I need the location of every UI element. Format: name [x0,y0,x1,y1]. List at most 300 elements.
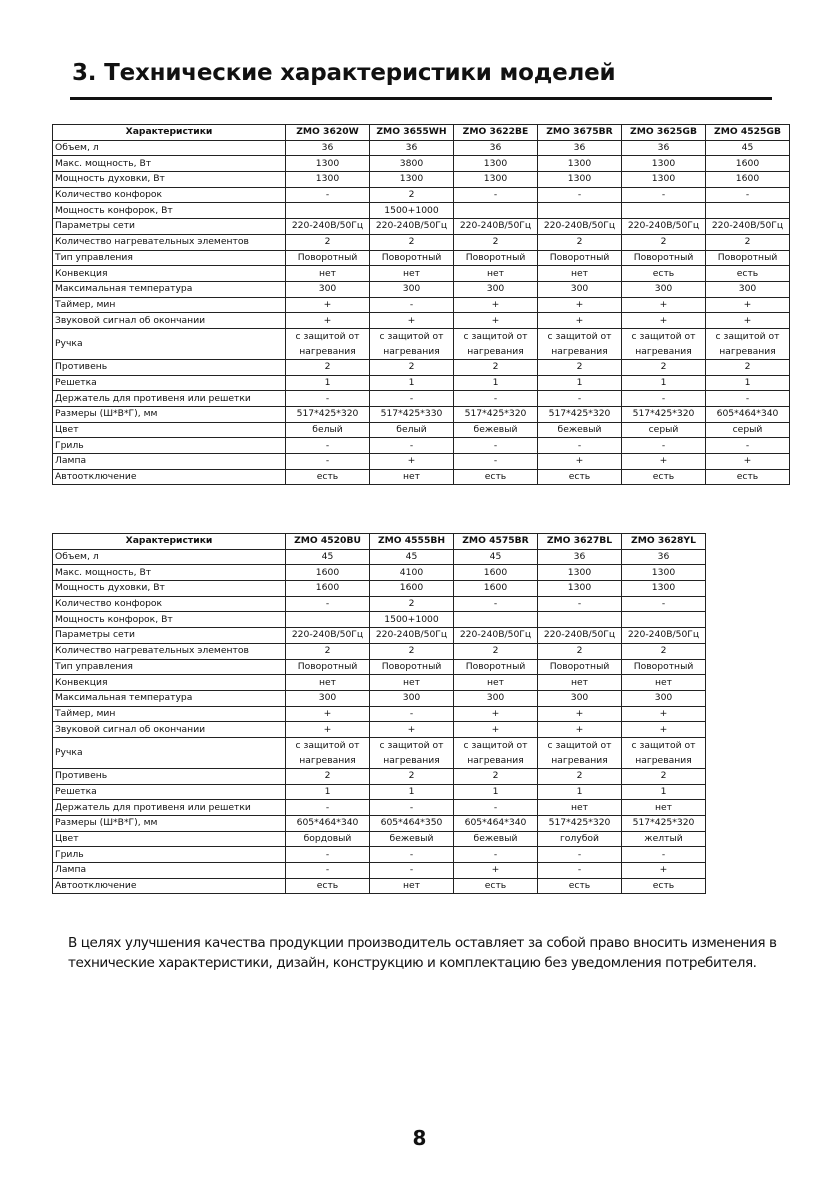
table-cell: 1500+1000 [370,612,454,628]
table-row [53,359,790,375]
table-cell: 1300 [622,581,706,597]
table-cell: 1300 [454,156,538,172]
table-row [53,407,790,423]
table-cell: 1600 [706,156,790,172]
table-cell: + [370,313,454,329]
table-cell: - [538,438,622,454]
page-number: 8 [412,1126,427,1150]
row-label: Цвет [53,831,286,847]
table-cell: есть [622,878,706,894]
table-cell: 1600 [370,581,454,597]
table-row [53,422,790,438]
table-row [53,234,790,250]
table-cell: - [538,863,622,879]
table-cell: 2 [286,643,370,659]
table-cell: 1300 [286,172,370,188]
table-cell: 220-240В/50Гц [286,219,370,235]
row-label: Автоотключение [53,469,286,485]
table-cell: 36 [622,140,706,156]
row-label: Количество нагревательных элементов [53,234,286,250]
table-cell: Поворотный [622,659,706,675]
table-cell: 220-240В/50Гц [370,219,454,235]
table-cell: нет [538,675,622,691]
table-row [53,565,706,581]
table-cell: + [622,313,706,329]
title-underline [70,97,772,100]
table-cell: с защитой от нагревания [370,328,454,359]
table-row [53,391,790,407]
table-cell: есть [538,878,622,894]
table-cell: 220-240В/50Гц [286,628,370,644]
table-cell: 300 [454,281,538,297]
table-cell: + [454,706,538,722]
table-row [53,328,790,359]
table-cell: с защитой от нагревания [286,737,370,768]
table-row [53,816,706,832]
model-header: ZMO 4520BU [286,534,370,550]
table-cell: голубой [538,831,622,847]
table-cell: с защитой от нагревания [538,737,622,768]
row-label: Звуковой сигнал об окончании [53,722,286,738]
table-cell: 1 [286,375,370,391]
table-cell: бежевый [454,422,538,438]
table-cell: с защитой от нагревания [454,328,538,359]
table-cell: нет [370,469,454,485]
table-cell: - [454,187,538,203]
table-cell: с защитой от нагревания [622,328,706,359]
table-cell: 2 [538,768,622,784]
spec-table-2 [52,533,706,894]
table-cell: 517*425*330 [370,407,454,423]
table-cell: + [454,297,538,313]
table-cell: 300 [286,281,370,297]
table-cell: + [538,454,622,470]
table-cell [706,203,790,219]
table-cell: 2 [370,768,454,784]
table-cell [286,203,370,219]
table-cell: + [370,722,454,738]
row-label: Параметры сети [53,628,286,644]
table-cell: есть [454,878,538,894]
table-cell: нет [454,266,538,282]
table-cell: + [622,297,706,313]
model-header: ZMO 3675BR [538,125,622,141]
table-cell: 1300 [538,565,622,581]
table-row [53,454,790,470]
table-header-row [53,534,706,550]
table-row [53,596,706,612]
row-label: Решетка [53,375,286,391]
table-cell: нет [286,675,370,691]
table-row [53,643,706,659]
table-cell: 220-240В/50Гц [538,219,622,235]
row-label: Решетка [53,784,286,800]
table-cell: 517*425*320 [622,816,706,832]
table-cell: нет [370,878,454,894]
table-cell: 300 [454,690,538,706]
table-cell: - [706,187,790,203]
table-cell: 300 [370,281,454,297]
table-cell: 2 [370,234,454,250]
table-cell: - [706,391,790,407]
table-cell: 517*425*320 [454,407,538,423]
table-cell [286,612,370,628]
disclaimer-note: В целях улучшения качества продукции производитель оставляет за собой право вносить изменения в технические характеристики, дизайн, конструкцию и комплектацию без уведомления потребителя. [68,935,777,971]
table-cell: - [286,596,370,612]
table-cell: 1 [538,784,622,800]
table-cell: + [454,313,538,329]
model-header: ZMO 3628YL [622,534,706,550]
table-row [53,219,790,235]
table-row [53,297,790,313]
table-cell: 2 [538,234,622,250]
table-cell: 1600 [454,581,538,597]
row-label: Противень [53,768,286,784]
table-cell: 300 [538,690,622,706]
table-cell: 1300 [538,156,622,172]
table-cell: с защитой от нагревания [286,328,370,359]
table-row [53,800,706,816]
table-cell: 3800 [370,156,454,172]
table-row [53,675,706,691]
table-cell: - [454,438,538,454]
table-cell: - [538,187,622,203]
table-row [53,581,706,597]
table-cell: + [454,722,538,738]
table-cell: 1 [706,375,790,391]
table-row [53,847,706,863]
table-cell: 300 [286,690,370,706]
table-cell: 220-240В/50Гц [454,628,538,644]
table-cell: + [538,722,622,738]
table-cell: есть [622,469,706,485]
model-header: ZMO 3655WH [370,125,454,141]
table-cell: - [370,847,454,863]
table-cell: есть [454,469,538,485]
row-label: Мощность конфорок, Вт [53,612,286,628]
table-cell: Поворотный [370,659,454,675]
table-row [53,266,790,282]
table-row [53,863,706,879]
table-cell: - [370,863,454,879]
table-cell [454,612,538,628]
table-cell: 517*425*320 [622,407,706,423]
table-cell: 1600 [706,172,790,188]
table-cell: 220-240В/50Гц [622,628,706,644]
table-cell [538,612,622,628]
table-cell: + [286,313,370,329]
table-cell: белый [286,422,370,438]
table-cell: желтый [622,831,706,847]
table-cell: 2 [370,359,454,375]
table-cell: Поворотный [622,250,706,266]
table-cell: 1500+1000 [370,203,454,219]
table-cell: + [622,863,706,879]
table-cell: 2 [706,359,790,375]
model-header: ZMO 3620W [286,125,370,141]
table-cell: 1300 [622,565,706,581]
table-cell: 2 [538,359,622,375]
table-cell: - [538,391,622,407]
row-label: Таймер, мин [53,706,286,722]
row-label: Размеры (Ш*В*Г), мм [53,407,286,423]
table-cell: + [286,722,370,738]
row-label: Держатель для противеня или решетки [53,391,286,407]
row-label: Ручка [53,328,286,359]
table-cell: - [286,800,370,816]
model-header: ZMO 4525GB [706,125,790,141]
table-cell: 300 [706,281,790,297]
model-header: ZMO 3627BL [538,534,622,550]
table-cell: 2 [454,643,538,659]
table-cell: 2 [370,643,454,659]
table-cell: серый [706,422,790,438]
table-cell: 1 [538,375,622,391]
table-cell: 220-240В/50Гц [370,628,454,644]
table-row [53,628,706,644]
table-row [53,659,706,675]
table-cell: 1 [370,784,454,800]
table-cell: 300 [622,690,706,706]
row-label: Лампа [53,454,286,470]
table-cell: - [454,800,538,816]
table-cell: 1600 [454,565,538,581]
table-cell: есть [706,469,790,485]
table-cell: 36 [538,140,622,156]
table-cell: 300 [538,281,622,297]
row-label: Держатель для противеня или решетки [53,800,286,816]
table-cell: 1300 [370,172,454,188]
table-cell: 36 [454,140,538,156]
table-cell: бордовый [286,831,370,847]
row-label: Противень [53,359,286,375]
table-cell: есть [538,469,622,485]
table-cell: Поворотный [706,250,790,266]
table-cell: есть [622,266,706,282]
table-cell: 220-240В/50Гц [454,219,538,235]
table-cell: - [286,391,370,407]
table-cell: - [454,391,538,407]
table-cell: 1300 [286,156,370,172]
table-cell: 1 [286,784,370,800]
table-row [53,706,706,722]
table-row [53,737,706,768]
table-cell: 45 [454,549,538,565]
table-cell: 4100 [370,565,454,581]
row-label: Мощность духовки, Вт [53,581,286,597]
table-row [53,281,790,297]
row-label: Количество конфорок [53,187,286,203]
table-cell: 2 [454,359,538,375]
table-row [53,313,790,329]
table-row [53,831,706,847]
table-cell: 2 [454,234,538,250]
table-cell: 2 [538,643,622,659]
table-cell: - [622,391,706,407]
table-cell: - [622,187,706,203]
row-label: Тип управления [53,659,286,675]
table-cell: 220-240В/50Гц [622,219,706,235]
table-cell: - [286,847,370,863]
table-cell: - [454,847,538,863]
table-cell: 1300 [538,172,622,188]
table-cell: нет [370,675,454,691]
table-cell: нет [622,675,706,691]
table-cell: Поворотный [286,659,370,675]
table-cell: есть [286,469,370,485]
table-cell: с защитой от нагревания [538,328,622,359]
row-label: Звуковой сигнал об окончании [53,313,286,329]
row-label: Таймер, мин [53,297,286,313]
table-cell: нет [370,266,454,282]
table-cell: + [286,297,370,313]
table-row [53,784,706,800]
table-header-row [53,125,790,141]
table-cell: - [286,863,370,879]
table-cell: белый [370,422,454,438]
table-cell: + [622,706,706,722]
table-cell: с защитой от нагревания [622,737,706,768]
table-cell: - [538,847,622,863]
table-cell: 1300 [454,172,538,188]
table-cell: 36 [370,140,454,156]
table-cell: 45 [370,549,454,565]
table-cell: 517*425*320 [286,407,370,423]
table-cell [538,203,622,219]
table-row [53,172,790,188]
table-cell [622,203,706,219]
row-label: Количество конфорок [53,596,286,612]
table-cell: - [286,438,370,454]
row-label: Ручка [53,737,286,768]
table-cell: серый [622,422,706,438]
table-cell: 517*425*320 [538,407,622,423]
table-cell: 36 [286,140,370,156]
table-cell: 220-240В/50Гц [538,628,622,644]
table-cell: 605*464*340 [706,407,790,423]
table-cell: с защитой от нагревания [454,737,538,768]
table-cell: нет [286,266,370,282]
table-cell: - [454,454,538,470]
row-label: Тип управления [53,250,286,266]
table-cell: + [706,454,790,470]
table-cell: 36 [622,549,706,565]
table-cell: бежевый [370,831,454,847]
row-label: Гриль [53,847,286,863]
table-cell: 1 [454,784,538,800]
table-cell: 2 [622,643,706,659]
model-header: ZMO 4575BR [454,534,538,550]
model-header: ZMO 4555BH [370,534,454,550]
table-row [53,549,706,565]
row-label: Макс. мощность, Вт [53,565,286,581]
table-cell: 605*464*350 [370,816,454,832]
table-cell: 2 [286,234,370,250]
table-cell: - [370,706,454,722]
table-cell: + [538,706,622,722]
table-cell: - [286,187,370,203]
table-cell: + [538,297,622,313]
table-cell [454,203,538,219]
table-cell: + [706,297,790,313]
row-label: Конвекция [53,266,286,282]
table-row [53,203,790,219]
table-cell: нет [622,800,706,816]
row-label: Объем, л [53,549,286,565]
table-cell: 1 [622,375,706,391]
table-row [53,187,790,203]
page-title: 3. Технические характеристики моделей [72,60,616,86]
row-label: Конвекция [53,675,286,691]
spec-table-1 [52,124,790,485]
table-cell: 300 [370,690,454,706]
table-row [53,469,790,485]
table-cell: - [622,596,706,612]
row-label: Макс. мощность, Вт [53,156,286,172]
table-cell: 2 [622,359,706,375]
table-cell: 1 [370,375,454,391]
table-cell: нет [454,675,538,691]
table-row [53,438,790,454]
table-cell: 2 [706,234,790,250]
model-header: ZMO 3625GB [622,125,706,141]
table-cell: 605*464*340 [286,816,370,832]
table-cell: 2 [622,234,706,250]
table-cell: 1300 [622,156,706,172]
table-row [53,250,790,266]
table-cell: + [538,313,622,329]
table-cell: бежевый [538,422,622,438]
table-cell: Поворотный [538,250,622,266]
table-cell: 1300 [622,172,706,188]
table-row [53,375,790,391]
table-cell: 1 [622,784,706,800]
table-cell: 2 [286,768,370,784]
table-cell: с защитой от нагревания [706,328,790,359]
table-cell: 2 [454,768,538,784]
table-cell: 2 [370,596,454,612]
table-cell: 517*425*320 [538,816,622,832]
table-cell: 1600 [286,565,370,581]
table-cell: 1600 [286,581,370,597]
table-cell: - [370,391,454,407]
table-cell: - [622,847,706,863]
table-cell: Поворотный [538,659,622,675]
row-label: Автоотключение [53,878,286,894]
table-row [53,156,790,172]
table-cell: 45 [706,140,790,156]
table-cell: + [454,863,538,879]
table-cell: с защитой от нагревания [370,737,454,768]
table-cell: 2 [370,187,454,203]
row-label: Мощность духовки, Вт [53,172,286,188]
table-cell: - [370,438,454,454]
table-row [53,612,706,628]
table-cell: - [454,596,538,612]
row-label: Мощность конфорок, Вт [53,203,286,219]
table-cell: нет [538,800,622,816]
table-cell: - [538,596,622,612]
row-label: Размеры (Ш*В*Г), мм [53,816,286,832]
table-row [53,690,706,706]
row-label: Максимальная температура [53,690,286,706]
row-label: Лампа [53,863,286,879]
table-cell: 36 [538,549,622,565]
row-label: Цвет [53,422,286,438]
table-cell: 45 [286,549,370,565]
table-cell: + [622,722,706,738]
header-characteristics: Характеристики [53,125,286,141]
